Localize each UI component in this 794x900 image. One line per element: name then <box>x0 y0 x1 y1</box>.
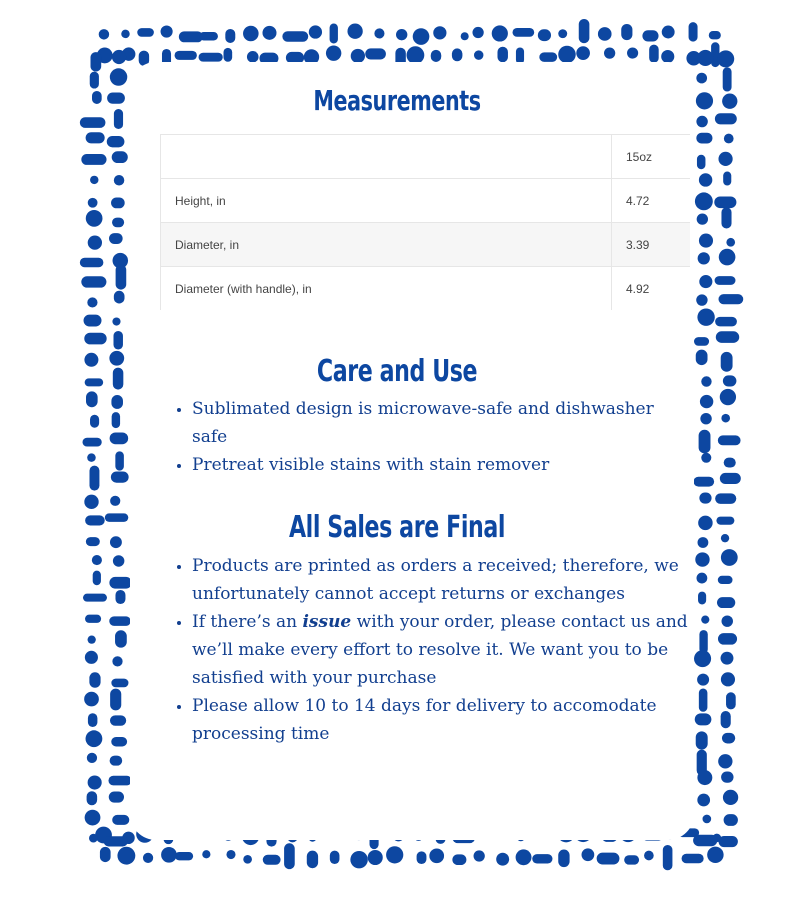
border-dot <box>112 218 124 228</box>
border-dot <box>112 50 126 64</box>
border-dot <box>699 173 712 186</box>
border-dot <box>497 47 507 63</box>
border-dot <box>696 116 707 127</box>
table-row <box>161 223 691 267</box>
border-dot <box>716 331 739 343</box>
border-dot <box>699 492 711 503</box>
border-dot <box>161 847 177 863</box>
border-dot <box>86 730 103 747</box>
border-dot <box>113 331 122 350</box>
border-dot <box>721 652 734 665</box>
border-dot <box>81 154 106 165</box>
border-dot <box>452 48 463 61</box>
border-dot <box>718 633 737 645</box>
list-item: • Pretreat visible stains with stain remover <box>192 451 692 479</box>
border-dot <box>347 24 362 39</box>
border-dot <box>112 656 122 666</box>
border-dot <box>175 51 197 60</box>
border-dot <box>263 855 281 865</box>
border-dot <box>88 775 102 789</box>
border-dot <box>110 689 121 711</box>
border-dot <box>472 27 483 38</box>
border-dot <box>351 49 365 63</box>
measurements-table <box>160 134 690 310</box>
border-dot <box>724 814 738 826</box>
border-dot <box>81 276 106 287</box>
border-dot <box>695 192 713 210</box>
border-dot <box>202 850 210 858</box>
item-emphasis: issue <box>302 612 352 632</box>
border-dot <box>330 24 338 44</box>
border-dot <box>682 854 704 864</box>
border-dot <box>663 845 673 870</box>
border-dot <box>225 29 235 43</box>
border-dot <box>243 26 259 42</box>
border-dot <box>698 592 706 605</box>
border-dot <box>87 753 97 763</box>
border-dot <box>474 850 485 861</box>
border-dot <box>114 175 124 185</box>
border-dot <box>116 265 127 290</box>
border-dot <box>161 25 173 37</box>
border-dot <box>695 713 712 725</box>
border-dot <box>701 453 711 463</box>
border-dot <box>109 233 123 244</box>
border-dot <box>699 275 712 288</box>
border-dot <box>721 414 730 423</box>
border-dot <box>413 28 430 45</box>
border-dot <box>86 210 103 227</box>
border-dot <box>693 835 717 846</box>
border-dot <box>699 234 713 248</box>
border-dot <box>365 48 386 59</box>
border-dot <box>715 317 737 326</box>
border-dot <box>85 810 101 826</box>
border-dot <box>558 850 569 868</box>
border-dot <box>696 133 712 144</box>
border-dot <box>83 438 102 447</box>
border-dot <box>717 50 734 67</box>
border-dot <box>718 435 741 445</box>
border-dot <box>532 854 552 863</box>
border-dot <box>88 713 98 727</box>
border-dot <box>109 577 131 589</box>
border-dot <box>582 848 595 861</box>
border-dot <box>110 756 123 766</box>
list-item: • Please allow 10 to 14 days for delivery to accomodate processing time <box>192 692 692 748</box>
border-dot <box>84 333 106 345</box>
border-dot <box>701 616 709 624</box>
border-dot <box>642 30 658 41</box>
border-dot <box>700 413 711 424</box>
border-dot <box>513 28 535 37</box>
border-dot <box>699 630 707 653</box>
border-dot <box>90 415 99 428</box>
border-dot <box>85 615 101 623</box>
border-dot <box>121 30 130 39</box>
row-label: Diameter, in <box>161 223 612 267</box>
border-dot <box>107 136 125 147</box>
border-dot <box>179 31 203 42</box>
border-dot <box>538 29 551 41</box>
border-dot <box>598 27 612 41</box>
border-dot <box>112 317 120 325</box>
border-dot <box>689 22 698 41</box>
border-dot <box>718 754 732 768</box>
border-dot <box>714 196 736 208</box>
border-dot <box>697 794 710 807</box>
border-dot <box>724 458 736 468</box>
sales-list <box>170 552 692 748</box>
border-dot <box>719 294 744 304</box>
border-dot <box>723 172 731 186</box>
border-dot <box>719 249 736 266</box>
border-dot <box>697 770 712 785</box>
border-dot <box>83 594 107 602</box>
border-dot <box>110 432 129 444</box>
border-dot <box>694 337 709 346</box>
row-value: 4.72 <box>612 179 691 223</box>
item-text: If there’s an <box>192 612 303 632</box>
table-header-blank <box>161 135 612 179</box>
border-dot <box>199 32 218 41</box>
border-dot <box>715 276 736 285</box>
item-text: with your order, please contact us and we’ll make every effort to resolve it. We want you to be satisfied with your purchase <box>192 612 688 688</box>
border-dot <box>99 29 109 39</box>
border-dot <box>104 836 128 846</box>
border-dot <box>88 235 102 249</box>
border-dot <box>87 791 98 805</box>
border-dot <box>693 477 714 487</box>
border-dot <box>112 815 129 825</box>
border-dot <box>100 847 111 862</box>
border-dot <box>282 31 308 42</box>
care-list <box>170 395 692 479</box>
sales-heading: All Sales are Final <box>288 510 506 545</box>
border-dot <box>143 853 153 863</box>
table-header-row <box>161 135 691 179</box>
border-dot <box>723 790 738 805</box>
border-dot <box>474 50 483 59</box>
border-dot <box>697 573 708 584</box>
border-dot <box>417 851 427 864</box>
border-dot <box>431 50 441 62</box>
border-dot <box>696 294 707 305</box>
border-dot <box>87 453 96 462</box>
border-dot <box>726 238 735 247</box>
border-dot <box>703 815 712 824</box>
border-dot <box>624 855 639 864</box>
border-dot <box>368 850 383 865</box>
border-dot <box>699 688 708 711</box>
border-dot <box>697 213 708 224</box>
list-item: • Products are printed as orders a received; therefore, we unfortunately cannot accept returns or exchanges <box>192 552 692 608</box>
list-item: • Sublimated design is microwave-safe and dishwasher safe <box>192 395 692 451</box>
border-dot <box>697 155 705 169</box>
border-dot <box>644 851 654 861</box>
border-dot <box>604 47 615 58</box>
border-dot <box>330 851 340 864</box>
border-dot <box>461 32 469 40</box>
border-dot <box>718 152 732 166</box>
border-dot <box>137 28 154 37</box>
border-dot <box>309 25 322 38</box>
border-dot <box>111 737 127 747</box>
border-dot <box>558 46 575 63</box>
border-dot <box>350 851 367 868</box>
border-dot <box>721 672 735 686</box>
care-heading: Care and Use <box>316 354 478 389</box>
border-dot <box>696 731 708 749</box>
border-dot <box>89 466 99 491</box>
border-dot <box>709 31 721 39</box>
border-dot <box>326 45 341 60</box>
border-dot <box>109 616 130 625</box>
border-dot <box>374 28 384 38</box>
border-dot <box>700 395 713 408</box>
border-dot <box>110 715 126 725</box>
border-dot <box>108 776 131 786</box>
row-value: 4.92 <box>612 267 691 311</box>
border-dot <box>109 791 124 802</box>
border-dot <box>386 846 403 863</box>
border-dot <box>718 576 733 584</box>
border-dot <box>723 67 732 91</box>
border-dot <box>722 615 733 626</box>
border-dot <box>90 52 101 71</box>
border-dot <box>80 258 104 268</box>
list-item <box>192 608 692 692</box>
border-dot <box>429 848 444 863</box>
border-dot <box>715 493 736 503</box>
border-dot <box>496 853 509 866</box>
border-dot <box>694 650 711 667</box>
border-dot <box>695 552 709 566</box>
border-dot <box>114 291 125 304</box>
border-dot <box>84 495 98 509</box>
border-dot <box>88 198 98 208</box>
border-dot <box>558 29 567 38</box>
border-dot <box>721 711 731 728</box>
border-dot <box>115 630 127 647</box>
border-dot <box>86 132 105 143</box>
border-dot <box>84 315 102 327</box>
border-dot <box>722 93 737 108</box>
border-dot <box>722 733 735 744</box>
border-dot <box>115 451 124 470</box>
row-label: Diameter (with handle), in <box>161 267 612 311</box>
border-dot <box>724 134 734 144</box>
border-dot <box>649 45 659 63</box>
border-dot <box>262 26 276 40</box>
border-dot <box>93 571 101 586</box>
border-dot <box>111 679 128 688</box>
border-dot <box>726 692 736 709</box>
border-dot <box>247 51 259 63</box>
border-dot <box>88 636 96 644</box>
border-dot <box>199 53 223 62</box>
border-dot <box>723 375 737 386</box>
border-dot <box>452 854 466 865</box>
table-row <box>161 267 691 311</box>
border-dot <box>597 853 620 865</box>
border-dot <box>111 395 123 409</box>
border-dot <box>621 24 632 40</box>
border-dot <box>226 850 235 859</box>
border-dot <box>92 555 102 565</box>
border-dot <box>719 836 738 847</box>
border-dot <box>579 19 590 43</box>
border-dot <box>539 52 557 62</box>
border-dot <box>721 549 738 566</box>
border-dot <box>696 73 707 84</box>
border-dot <box>86 391 98 407</box>
border-dot <box>662 26 675 39</box>
border-dot <box>175 852 193 860</box>
border-dot <box>697 309 714 326</box>
border-dot <box>720 473 741 484</box>
border-dot <box>111 471 129 482</box>
border-dot <box>697 50 713 66</box>
border-dot <box>396 29 407 40</box>
border-dot <box>224 48 233 62</box>
row-value: 3.39 <box>612 223 691 267</box>
border-dot <box>112 151 128 163</box>
border-dot <box>697 674 709 686</box>
border-dot <box>492 25 508 41</box>
border-dot <box>699 430 711 454</box>
border-dot <box>115 590 125 604</box>
border-dot <box>627 47 638 58</box>
border-dot <box>516 849 532 865</box>
border-dot <box>89 834 98 843</box>
measurements-heading: Measurements <box>313 84 481 117</box>
border-dot <box>721 207 731 228</box>
border-dot <box>89 672 100 687</box>
border-dot <box>80 117 106 128</box>
table-row <box>161 179 691 223</box>
border-dot <box>721 771 733 782</box>
border-dot <box>698 252 710 264</box>
border-dot <box>112 412 120 428</box>
row-label: Height, in <box>161 179 612 223</box>
table-header-size: 15oz <box>612 135 691 179</box>
border-dot <box>110 496 120 506</box>
border-dot <box>111 197 125 208</box>
border-dot <box>90 176 98 184</box>
border-dot <box>117 847 135 865</box>
border-dot <box>307 851 318 869</box>
border-dot <box>85 651 98 664</box>
border-dot <box>576 46 590 60</box>
border-dot <box>707 847 723 863</box>
border-dot <box>284 843 295 869</box>
border-dot <box>113 555 124 566</box>
border-dot <box>243 855 252 864</box>
border-dot <box>433 26 446 39</box>
border-dot <box>717 597 735 608</box>
border-dot <box>87 297 97 307</box>
border-dot <box>720 389 736 405</box>
border-dot <box>84 692 99 707</box>
